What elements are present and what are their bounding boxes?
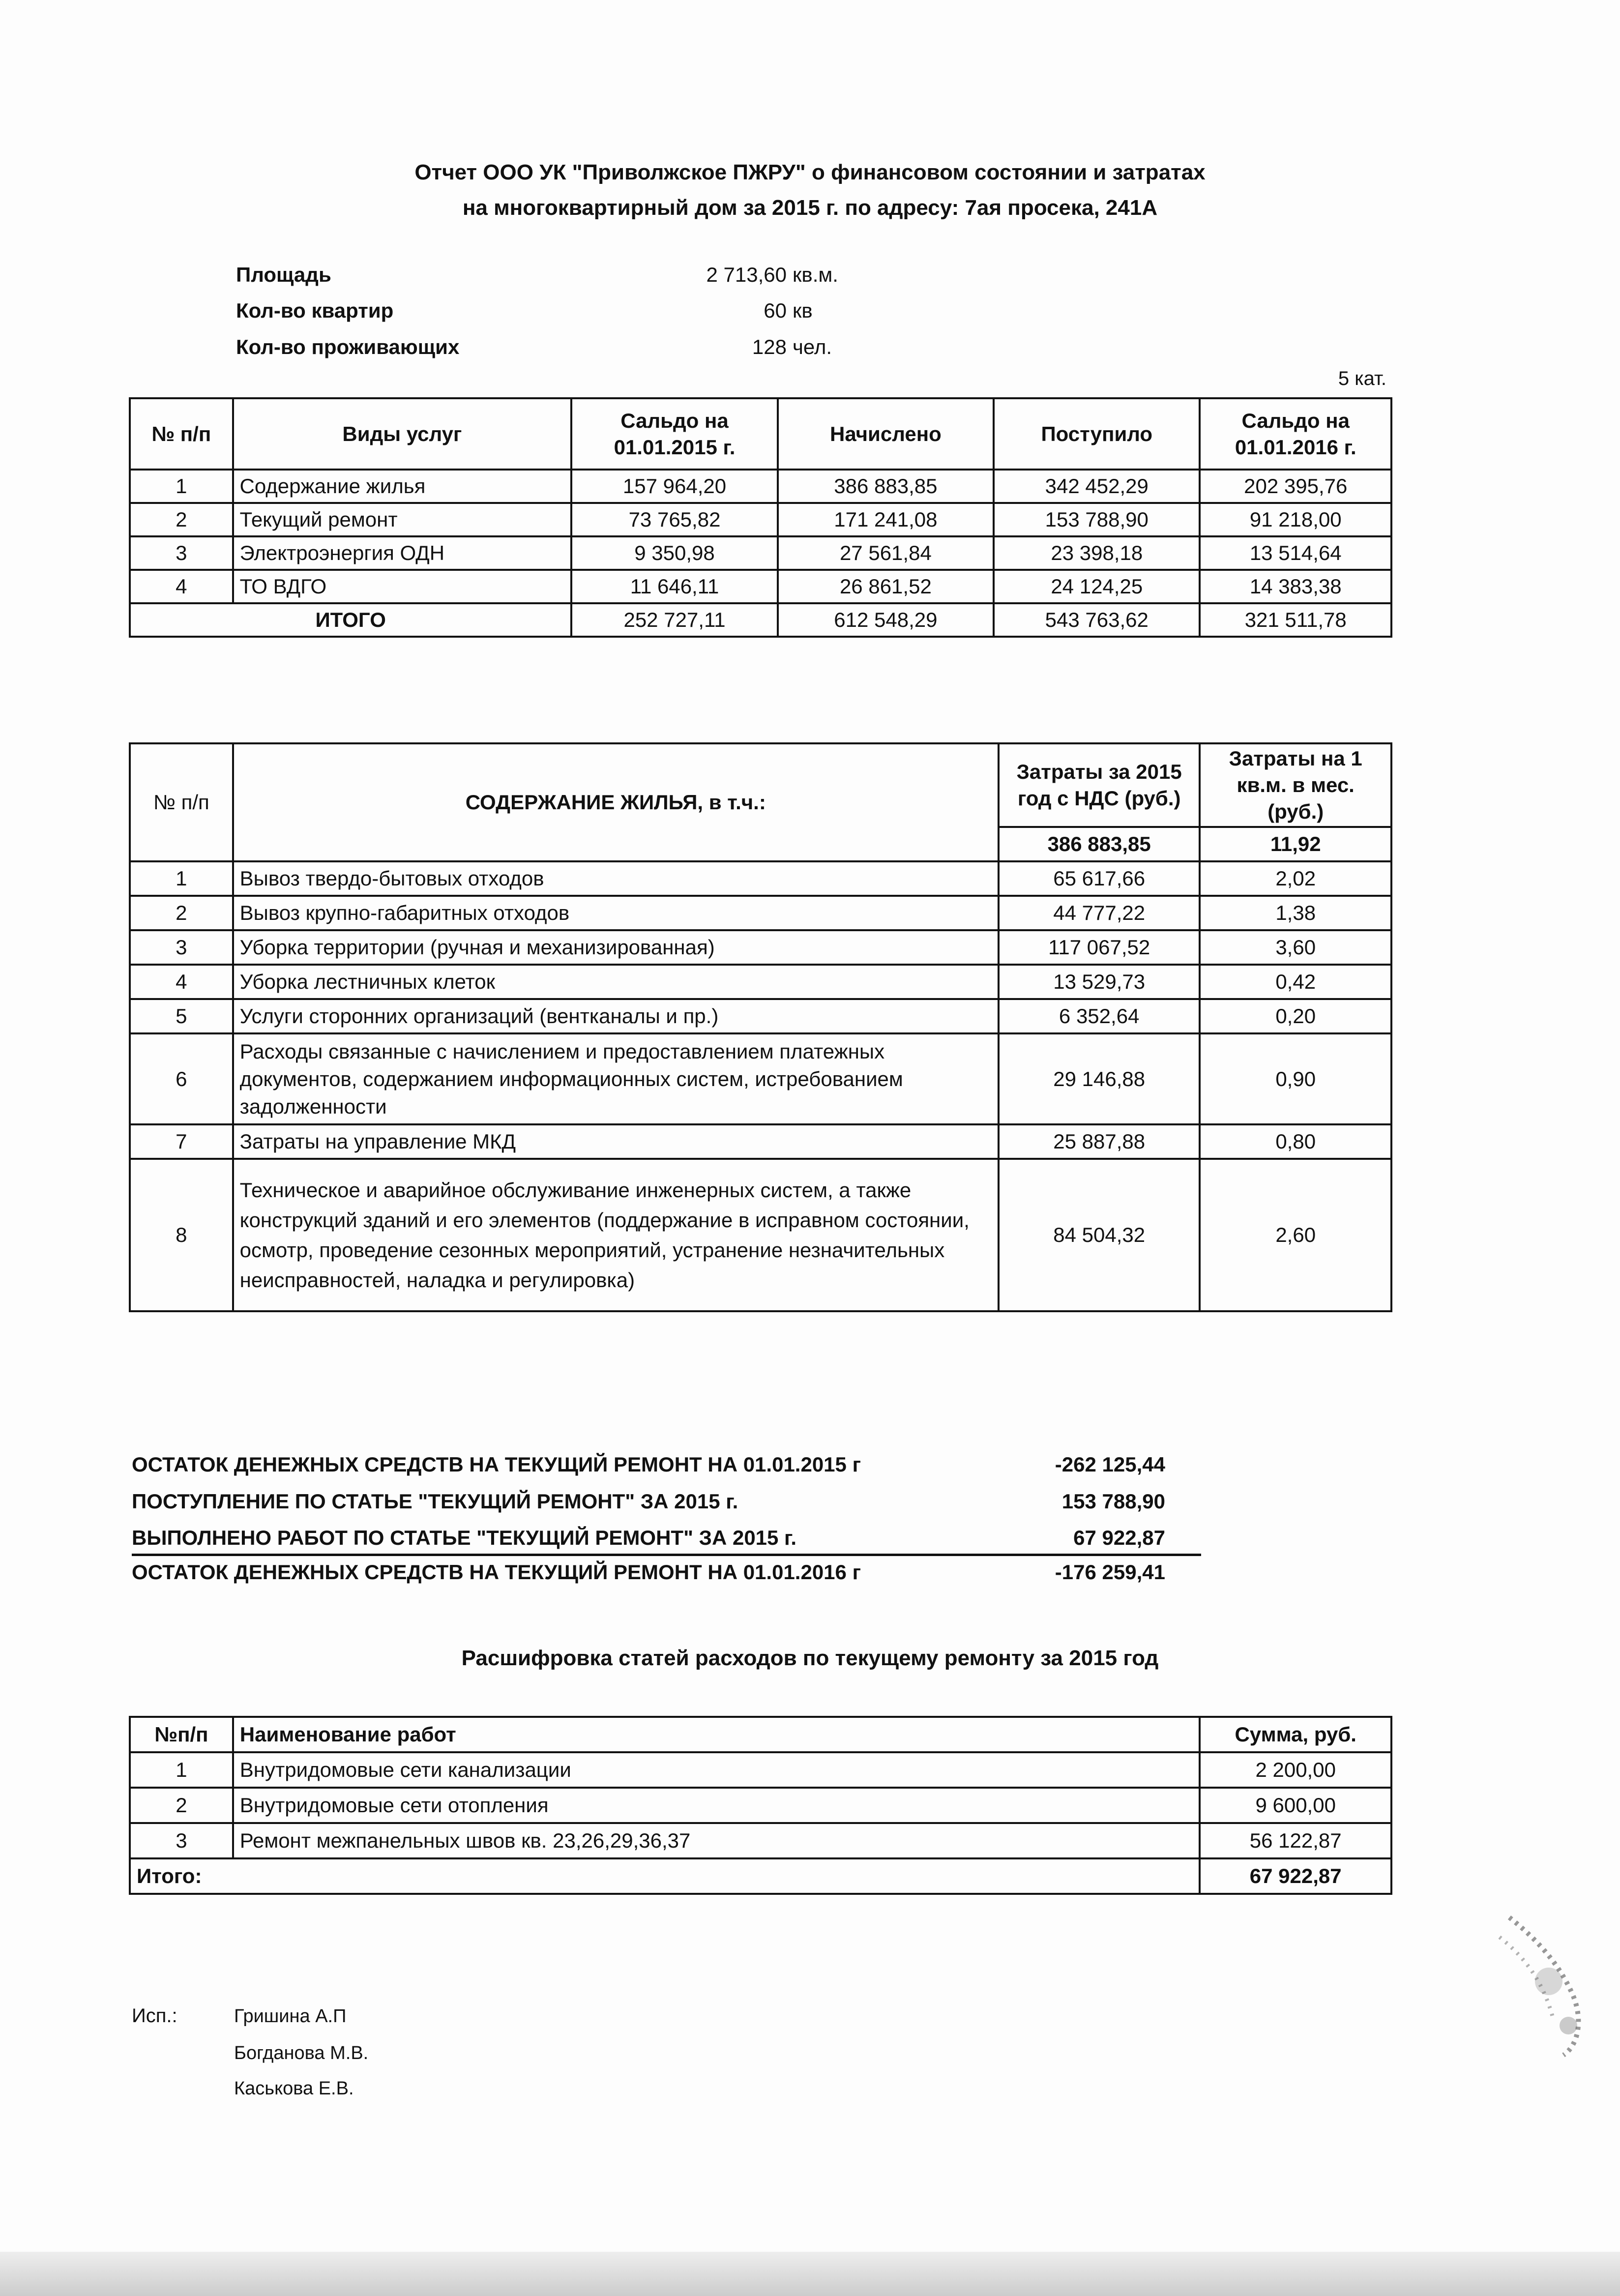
service-name: Затраты на управление МКД bbox=[233, 1124, 999, 1159]
cost-per-sqm: 0,90 bbox=[1200, 1033, 1391, 1124]
total-label: ИТОГО bbox=[130, 603, 571, 637]
charged: 27 561,84 bbox=[778, 536, 994, 570]
cost-per-sqm: 0,42 bbox=[1200, 965, 1391, 999]
table-row bbox=[130, 1124, 1391, 1159]
cost-per-sqm: 2,60 bbox=[1200, 1159, 1391, 1311]
executor-name: Каськова Е.В. bbox=[234, 2078, 354, 2099]
summary-label-completed: ВЫПОЛНЕНО РАБОТ ПО СТАТЬЕ "ТЕКУЩИЙ РЕМОНТ" ЗА 2015 г. bbox=[132, 1526, 797, 1549]
row-number: 6 bbox=[130, 1033, 233, 1124]
info-unit-apartments: кв bbox=[793, 299, 813, 322]
total-annual-cost: 386 883,85 bbox=[999, 827, 1200, 861]
work-name: Внутридомовые сети канализации bbox=[233, 1752, 1200, 1788]
row-number: 4 bbox=[130, 570, 233, 603]
info-value-area: 2 713,60 bbox=[706, 263, 787, 286]
total-row bbox=[130, 603, 1391, 637]
total-cost-per-sqm: 11,92 bbox=[1200, 827, 1391, 861]
charged: 171 241,08 bbox=[778, 503, 994, 536]
table-row bbox=[130, 536, 1391, 570]
executor-name: Гришина А.П bbox=[234, 2006, 347, 2027]
balance-end: 13 514,64 bbox=[1200, 536, 1391, 570]
info-unit-residents: чел. bbox=[793, 335, 832, 358]
maintenance-table bbox=[129, 742, 1392, 1312]
annual-cost: 44 777,22 bbox=[999, 896, 1200, 930]
row-number: 5 bbox=[130, 999, 233, 1033]
header-annual-cost: Затраты за 2015 год с НДС (руб.) bbox=[999, 743, 1200, 827]
header-service: Виды услуг bbox=[233, 398, 572, 470]
repair-breakdown-title: Расшифровка статей расходов по текущему ремонту за 2015 год bbox=[461, 1646, 1159, 1670]
balance-end: 91 218,00 bbox=[1200, 503, 1391, 536]
header-number: № п/п bbox=[130, 743, 233, 861]
summary-value-income: 153 788,90 bbox=[1061, 1490, 1165, 1513]
repair-header-row bbox=[130, 1717, 1391, 1752]
row-number: 4 bbox=[130, 965, 233, 999]
report-title-line-1: Отчет ООО УК "Приволжское ПЖРУ" о финансовом состоянии и затратах bbox=[414, 160, 1206, 184]
balance-end: 202 395,76 bbox=[1200, 470, 1391, 503]
category-label: 5 кат. bbox=[1338, 368, 1386, 389]
balance-start: 157 964,20 bbox=[571, 470, 777, 503]
header-work-name: Наименование работ bbox=[233, 1717, 1200, 1752]
received: 342 452,29 bbox=[994, 470, 1200, 503]
executor-label: Исп.: bbox=[132, 2005, 177, 2027]
service-name: Услуги сторонних организаций (вентканалы и пр.) bbox=[233, 999, 999, 1033]
service-name: Текущий ремонт bbox=[233, 503, 572, 536]
service-name: Уборка лестничных клеток bbox=[233, 965, 999, 999]
total-row bbox=[130, 1858, 1391, 1894]
table-row bbox=[130, 930, 1391, 965]
service-name: Уборка территории (ручная и механизированная) bbox=[233, 930, 999, 965]
total-received: 543 763,62 bbox=[994, 603, 1200, 637]
header-received: Поступило bbox=[994, 398, 1200, 470]
row-number: 3 bbox=[130, 536, 233, 570]
service-name: Расходы связанные с начислением и предоставлением платежных документов, содержанием информационных систем, истребованием задолженности bbox=[233, 1033, 999, 1124]
service-name: ТО ВДГО bbox=[233, 570, 572, 603]
summary-value-completed: 67 922,87 bbox=[1073, 1526, 1165, 1549]
row-number: 7 bbox=[130, 1124, 233, 1159]
table-row bbox=[130, 470, 1391, 503]
cost-per-sqm: 0,80 bbox=[1200, 1124, 1391, 1159]
table-row bbox=[130, 965, 1391, 999]
balance-start: 11 646,11 bbox=[571, 570, 777, 603]
cost-per-sqm: 2,02 bbox=[1200, 861, 1391, 896]
total-balance-end: 321 511,78 bbox=[1200, 603, 1391, 637]
cost-per-sqm: 3,60 bbox=[1200, 930, 1391, 965]
service-name: Вывоз твердо-бытовых отходов bbox=[233, 861, 999, 896]
annual-cost: 29 146,88 bbox=[999, 1033, 1200, 1124]
summary-underline bbox=[132, 1554, 1201, 1556]
balance-start: 9 350,98 bbox=[571, 536, 777, 570]
annual-cost: 65 617,66 bbox=[999, 861, 1200, 896]
row-number: 1 bbox=[130, 470, 233, 503]
info-label-residents: Кол-во проживающих bbox=[236, 335, 460, 358]
maintenance-header-row bbox=[130, 743, 1391, 827]
summary-label-start: ОСТАТОК ДЕНЕЖНЫХ СРЕДСТВ НА ТЕКУЩИЙ РЕМОНТ НА 01.01.2015 г bbox=[132, 1453, 861, 1476]
scan-bottom-edge bbox=[0, 2252, 1620, 2296]
row-number: 1 bbox=[130, 861, 233, 896]
annual-cost: 13 529,73 bbox=[999, 965, 1200, 999]
header-amount: Сумма, руб. bbox=[1200, 1717, 1391, 1752]
received: 23 398,18 bbox=[994, 536, 1200, 570]
annual-cost: 84 504,32 bbox=[999, 1159, 1200, 1311]
service-name: Вывоз крупно-габаритных отходов bbox=[233, 896, 999, 930]
balance-table bbox=[129, 397, 1392, 638]
summary-label-end: ОСТАТОК ДЕНЕЖНЫХ СРЕДСТВ НА ТЕКУЩИЙ РЕМОНТ НА 01.01.2016 г bbox=[132, 1560, 861, 1584]
table-row bbox=[130, 896, 1391, 930]
table-row bbox=[130, 1159, 1391, 1311]
charged: 386 883,85 bbox=[778, 470, 994, 503]
total-label: Итого: bbox=[130, 1858, 1200, 1894]
service-name: Электроэнергия ОДН bbox=[233, 536, 572, 570]
amount: 56 122,87 bbox=[1200, 1823, 1391, 1858]
row-number: 2 bbox=[130, 1788, 233, 1823]
table-row bbox=[130, 1823, 1391, 1858]
table-row bbox=[130, 570, 1391, 603]
balance-end: 14 383,38 bbox=[1200, 570, 1391, 603]
service-name: Содержание жилья bbox=[233, 470, 572, 503]
work-name: Внутридомовые сети отопления bbox=[233, 1788, 1200, 1823]
info-value-residents: 128 bbox=[752, 335, 787, 358]
summary-label-income: ПОСТУПЛЕНИЕ ПО СТАТЬЕ "ТЕКУЩИЙ РЕМОНТ" ЗА 2015 г. bbox=[132, 1490, 738, 1513]
summary-value-start: -262 125,44 bbox=[1055, 1453, 1165, 1476]
amount: 9 600,00 bbox=[1200, 1788, 1391, 1823]
header-cost-per-sqm: Затраты на 1 кв.м. в мес. (руб.) bbox=[1200, 743, 1391, 827]
table-row bbox=[130, 1033, 1391, 1124]
header-number: №п/п bbox=[130, 1717, 233, 1752]
header-charged: Начислено bbox=[778, 398, 994, 470]
row-number: 2 bbox=[130, 896, 233, 930]
info-unit-area: кв.м. bbox=[793, 263, 838, 286]
annual-cost: 25 887,88 bbox=[999, 1124, 1200, 1159]
info-label-apartments: Кол-во квартир bbox=[236, 299, 394, 322]
row-number: 8 bbox=[130, 1159, 233, 1311]
table-row bbox=[130, 999, 1391, 1033]
balance-start: 73 765,82 bbox=[571, 503, 777, 536]
header-balance-end: Сальдо на 01.01.2016 г. bbox=[1200, 398, 1391, 470]
header-maintenance: СОДЕРЖАНИЕ ЖИЛЬЯ, в т.ч.: bbox=[233, 743, 999, 861]
table-row bbox=[130, 861, 1391, 896]
header-balance-start: Сальдо на 01.01.2015 г. bbox=[571, 398, 777, 470]
executor-name: Богданова М.В. bbox=[234, 2043, 369, 2063]
row-number: 1 bbox=[130, 1752, 233, 1788]
row-number: 2 bbox=[130, 503, 233, 536]
total-balance-start: 252 727,11 bbox=[571, 603, 777, 637]
charged: 26 861,52 bbox=[778, 570, 994, 603]
received: 24 124,25 bbox=[994, 570, 1200, 603]
table-row bbox=[130, 503, 1391, 536]
cost-per-sqm: 0,20 bbox=[1200, 999, 1391, 1033]
total-charged: 612 548,29 bbox=[778, 603, 994, 637]
info-value-apartments: 60 bbox=[764, 299, 787, 322]
summary-value-end: -176 259,41 bbox=[1055, 1560, 1165, 1584]
ink-smudge-mark bbox=[1490, 1908, 1593, 2065]
cost-per-sqm: 1,38 bbox=[1200, 896, 1391, 930]
header-number: № п/п bbox=[130, 398, 233, 470]
repair-table bbox=[129, 1716, 1392, 1895]
row-number: 3 bbox=[130, 1823, 233, 1858]
balance-header-row bbox=[130, 398, 1391, 470]
work-name: Ремонт межпанельных швов кв. 23,26,29,36,37 bbox=[233, 1823, 1200, 1858]
info-label-area: Площадь bbox=[236, 263, 331, 286]
total-amount: 67 922,87 bbox=[1200, 1858, 1391, 1894]
table-row bbox=[130, 1752, 1391, 1788]
report-title-line-2: на многоквартирный дом за 2015 г. по адресу: 7ая просека, 241А bbox=[462, 196, 1158, 220]
table-row bbox=[130, 1788, 1391, 1823]
service-name: Техническое и аварийное обслуживание инженерных систем, а также конструкций зданий и его элементов (поддержание в исправном состоянии, осмотр, проведение сезонных мероприятий, устранение незначительных неисправностей, наладка и регулировка) bbox=[233, 1159, 999, 1311]
amount: 2 200,00 bbox=[1200, 1752, 1391, 1788]
annual-cost: 117 067,52 bbox=[999, 930, 1200, 965]
received: 153 788,90 bbox=[994, 503, 1200, 536]
annual-cost: 6 352,64 bbox=[999, 999, 1200, 1033]
row-number: 3 bbox=[130, 930, 233, 965]
